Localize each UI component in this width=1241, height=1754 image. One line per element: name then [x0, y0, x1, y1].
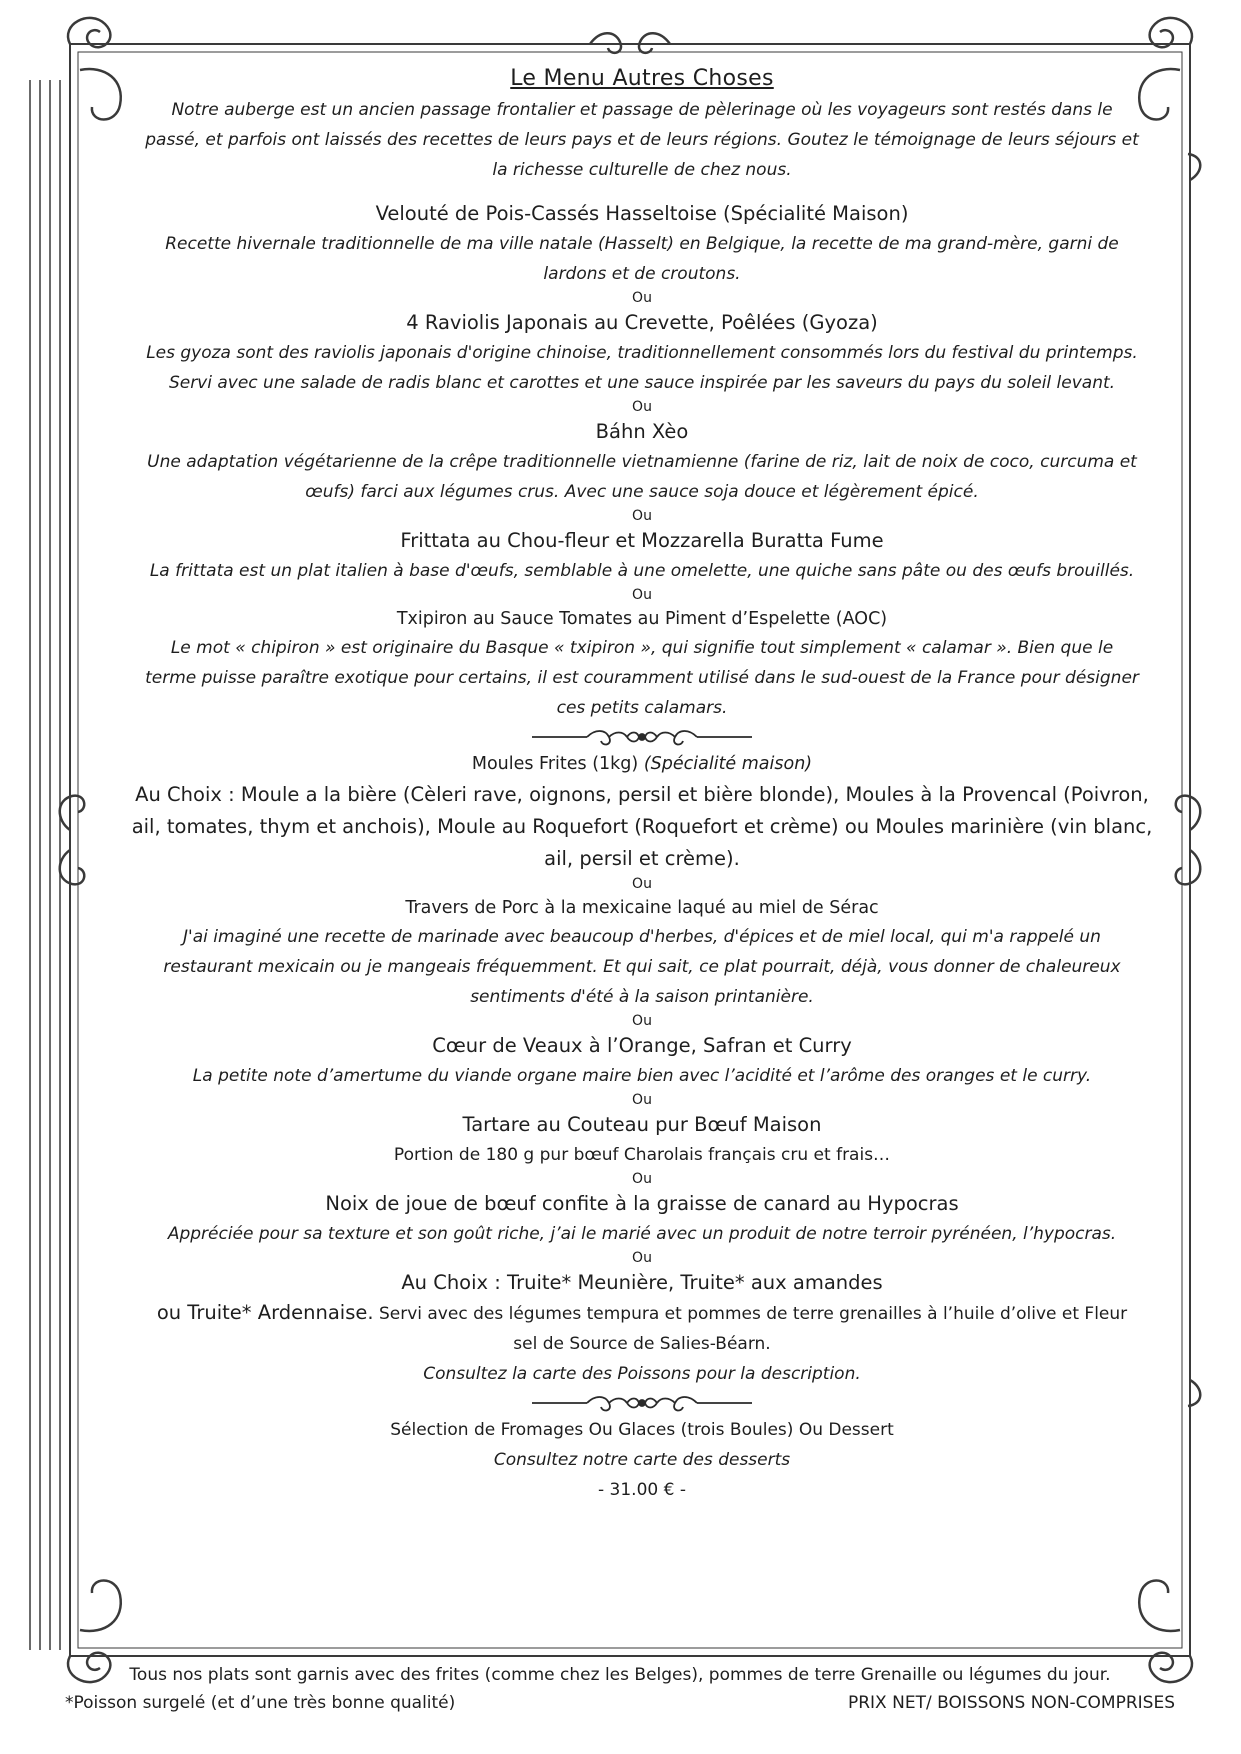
footer-garnish-note: Tous nos plats sont garnis avec des frites (comme chez les Belges), pommes de terre Grenaille ou légumes du jour. — [129, 1665, 1111, 1685]
footer-fish-note: *Poisson surgelé (et d’une très bonne qualité) — [65, 1693, 456, 1713]
desc-line: sentiments d'été à la saison printanière. — [470, 987, 814, 1007]
desc-line: terme puisse paraître exotique pour certains, il est couramment utilisé dans le sud-ouest de la France pour désigner — [145, 668, 1139, 688]
desc-line: Recette hivernale traditionnelle de ma ville natale (Hasselt) en Belgique, la recette de ma grand-mère, garni de — [165, 234, 1119, 254]
footer-price-note: PRIX NET/ BOISSONS NON-COMPRISES — [847, 1693, 1175, 1713]
desc-line: La frittata est un plat italien à base d'œufs, semblable à une omelette, une quiche sans pâte ou des œufs brouillés. — [149, 561, 1135, 581]
dish-name: Frittata au Chou-fleur et Mozzarella Buratta Fume — [400, 529, 884, 552]
intro-text — [108, 95, 1176, 185]
desc-line: Portion de 180 g pur bœuf Charolais français cru et frais… — [393, 1145, 891, 1165]
dish-name: Moules Frites (1kg) — [471, 754, 639, 774]
desc-line: Le mot « chipiron » est originaire du Basque « txipiron », qui signifie tout simplement « calamar ». Bien que le — [170, 638, 1114, 658]
desc-line: Une adaptation végétarienne de la crêpe traditionnelle vietnamienne (farine de riz, lait de noix de coco, curcuma et — [147, 452, 1137, 472]
menu-content — [108, 66, 1176, 1505]
truite-garnish: Servi avec des légumes tempura et pommes de terre grenailles à l’huile d’olive et Fleur — [373, 1304, 1128, 1324]
dish-description — [108, 1140, 1176, 1170]
dish-note: Consultez la carte des Poissons pour la description. — [423, 1364, 861, 1384]
truite-variant: ou Truite* Ardennaise. — [156, 1301, 374, 1324]
desc-line: Les gyoza sont des raviolis japonais d'origine chinoise, traditionnellement consommés lors du festival du printemps. — [146, 343, 1138, 363]
separator-ou: Ou — [632, 1171, 652, 1187]
corner-scroll-top-right — [1150, 18, 1192, 47]
dish-description — [108, 1298, 1176, 1359]
dish-name: Velouté de Pois-Cassés Hasseltoise (Spécialité Maison) — [375, 202, 909, 225]
left-mid-ornament — [60, 796, 85, 885]
intro-line: Notre auberge est un ancien passage frontalier et passage de pèlerinage où les voyageurs sont restés dans le — [171, 100, 1113, 120]
separator-ou: Ou — [632, 1013, 652, 1029]
desc-line: Au Choix : Moule a la bière (Cèleri rave, oignons, persil et bière blonde), Moules à la Provencal (Poivron, — [135, 783, 1149, 806]
footer-bottom-line — [65, 1693, 1175, 1713]
dish-description — [108, 922, 1176, 1012]
menu-title: Le Menu Autres Choses — [510, 66, 774, 91]
desc-line: sel de Source de Salies-Béarn. — [513, 1334, 771, 1354]
dish-description — [108, 556, 1176, 586]
dish-name: Txipiron au Sauce Tomates au Piment d’Espelette (AOC) — [396, 609, 888, 629]
desc-line: ail, tomates, thym et anchois), Moule au Roquefort (Roquefort et crème) ou Moules marinière (vin blanc, — [131, 815, 1153, 838]
dish-name: Au Choix : Truite* Meunière, Truite* aux amandes — [401, 1271, 883, 1294]
dessert-note: Consultez notre carte des desserts — [493, 1450, 791, 1470]
dish-description — [108, 338, 1176, 398]
dish-name: 4 Raviolis Japonais au Crevette, Poêlées (Gyoza) — [406, 311, 878, 334]
dish-name: Noix de joue de bœuf confite à la graisse de canard au Hypocras — [325, 1192, 959, 1215]
dish-name: Tartare au Couteau pur Bœuf Maison — [462, 1113, 822, 1136]
dish-description — [108, 447, 1176, 507]
corner-scroll-top-left — [68, 18, 110, 47]
menu-price: - 31.00 € - — [598, 1480, 686, 1500]
desc-line — [108, 1298, 1176, 1329]
desc-line: ail, persil et crème). — [544, 847, 740, 870]
dish-description — [108, 229, 1176, 289]
moules-title — [108, 749, 1176, 779]
dish-name: Cœur de Veaux à l’Orange, Safran et Curry — [432, 1034, 852, 1057]
separator-ou: Ou — [632, 508, 652, 524]
intro-line: la richesse culturelle de chez nous. — [492, 160, 792, 180]
dish-name: Báhn Xèo — [595, 420, 689, 443]
right-mid-ornament — [1176, 796, 1201, 885]
separator-ou: Ou — [632, 876, 652, 892]
desc-line: Servi avec une salade de radis blanc et carottes et une sauce inspirée par les saveurs du pays du soleil levant. — [168, 373, 1116, 393]
separator-ou: Ou — [632, 399, 652, 415]
dish-description — [108, 633, 1176, 723]
intro-line: passé, et parfois ont laissés des recettes de leurs pays et de leurs régions. Goutez le témoignage de leurs séjours et — [145, 130, 1139, 150]
separator-ou: Ou — [632, 1092, 652, 1108]
corner-scroll-bottom-left-2 — [80, 1581, 121, 1631]
dish-name: Travers de Porc à la mexicaine laqué au miel de Sérac — [405, 898, 879, 918]
desc-line: restaurant mexicain ou je mangeais fréquemment. Et qui sait, ce plat pourrait, déjà, vous donner de chaleureux — [163, 957, 1121, 977]
dessert-name: Sélection de Fromages Ou Glaces (trois Boules) Ou Dessert — [390, 1420, 894, 1440]
separator-ou: Ou — [632, 290, 652, 306]
desc-line: ces petits calamars. — [556, 698, 728, 718]
separator-ou: Ou — [632, 587, 652, 603]
dish-description — [108, 779, 1176, 875]
separator-ou: Ou — [632, 1250, 652, 1266]
flourish-divider-icon — [527, 1393, 757, 1413]
dish-description — [108, 1219, 1176, 1249]
corner-scroll-bottom-right-2 — [1139, 1581, 1180, 1631]
desc-line: œufs) farci aux légumes crus. Avec une sauce soja douce et légèrement épicé. — [305, 482, 979, 502]
desc-line: lardons et de croutons. — [543, 264, 741, 284]
desc-line: Appréciée pour sa texture et son goût riche, j’ai le marié avec un produit de notre terroir pyrénéen, l’hypocras. — [167, 1224, 1117, 1244]
flourish-divider-icon — [527, 727, 757, 747]
dish-note: (Spécialité maison) — [643, 754, 813, 774]
dish-description — [108, 1061, 1176, 1091]
desc-line: J'ai imaginé une recette de marinade avec beaucoup d'herbes, d'épices et de miel local, qui m'a rappelé un — [183, 927, 1101, 947]
desc-line: La petite note d’amertume du viande organe maire bien avec l’acidité et l’arôme des oranges et le curry. — [192, 1066, 1092, 1086]
